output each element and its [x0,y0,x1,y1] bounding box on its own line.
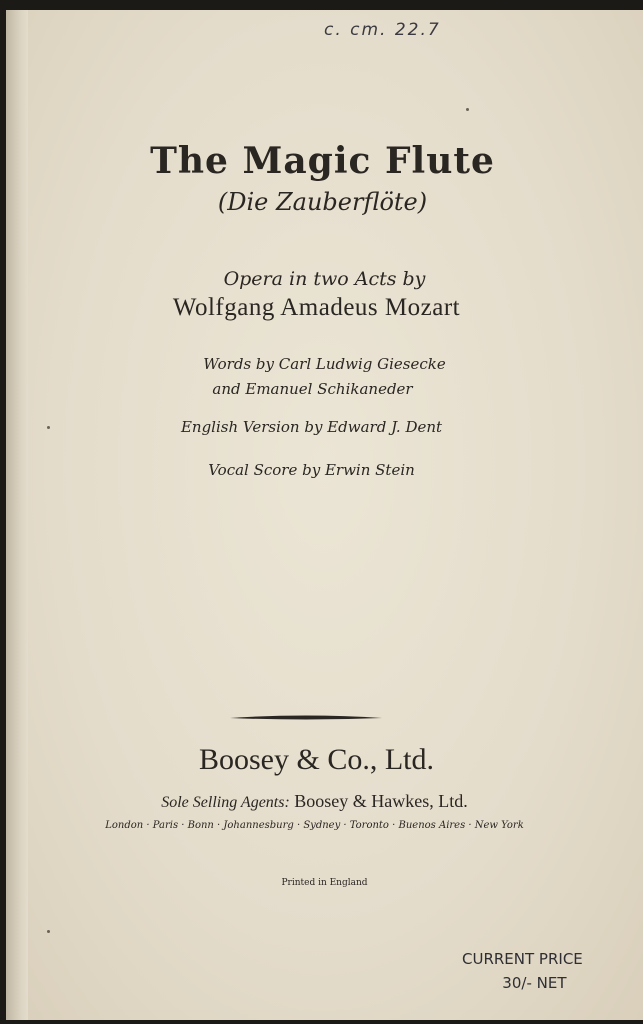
publisher-name: Boosey & Co., Ltd. [198,743,434,776]
price-stamp-line1: CURRENT PRICE [462,950,583,968]
selling-agents-label: Sole Selling Agents: [161,794,290,811]
composer-name: Wolfgang Amadeus Mozart [172,294,461,321]
librettists-line-2: and Emanuel Schikaneder [212,380,413,398]
selling-agents-name: Boosey & Hawkes, Ltd. [294,791,468,811]
opera-description: Opera in two Acts by [223,268,426,290]
work-subtitle: (Die Zauberflöte) [217,188,428,216]
price-stamp-line2: 30/- NET [502,974,567,992]
paper-speck [47,930,50,933]
selling-agents [6,791,633,812]
printed-in-note: Printed in England [281,878,368,888]
title-page [6,10,643,1020]
work-title: The Magic Flute [150,140,495,182]
vocal-score-credit: Vocal Score by Erwin Stein [208,461,415,479]
paper-speck [466,108,469,111]
librettists-line-1: Words by Carl Ludwig Giesecke [203,355,446,373]
price-stamp [462,947,583,995]
ornamental-rule [230,713,382,723]
publisher-cities: London · Paris · Bonn · Johannesburg · Sydney · Toronto · Buenos Aires · New York [105,820,524,831]
pencil-shelfmark: c. cm. 22.7 [324,20,441,40]
english-version-credit: English Version by Edward J. Dent [180,418,443,436]
paper-speck [47,426,50,429]
